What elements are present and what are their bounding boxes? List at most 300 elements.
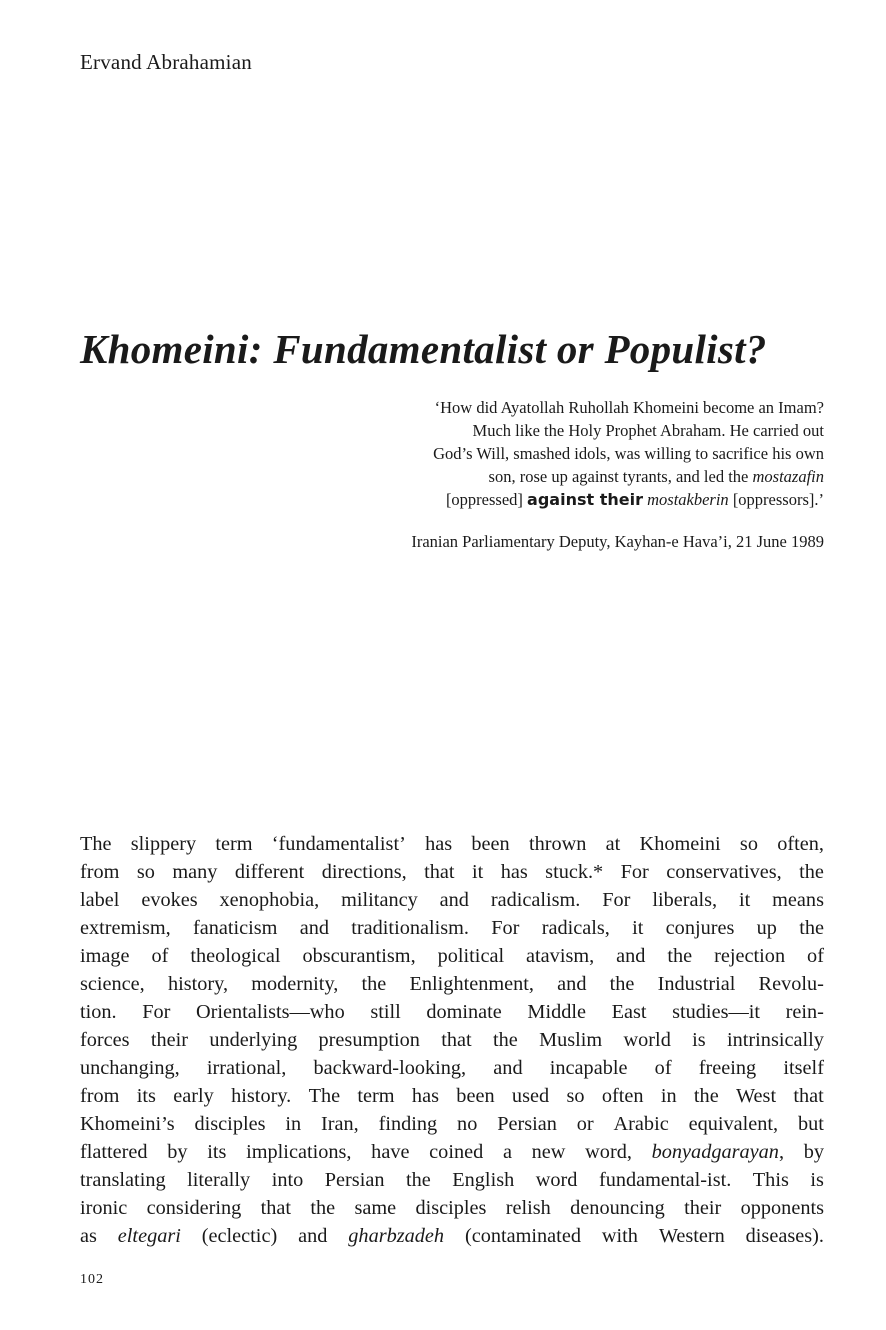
word: [410, 970, 534, 998]
word: [739, 886, 750, 914]
text-run: Persian: [324, 1169, 385, 1191]
text-run: diseases).: [745, 1225, 824, 1247]
text-run: xenophobia,: [219, 889, 320, 911]
text-run: been: [456, 1085, 495, 1107]
word: [497, 1110, 557, 1138]
word: [536, 1166, 578, 1194]
text-run: son, rose up against tyrants, and led the: [488, 467, 753, 486]
word: [714, 942, 785, 970]
text-run: its: [136, 1085, 156, 1107]
text-run: with: [601, 1225, 638, 1247]
text-run: conservatives,: [666, 861, 782, 883]
word: [557, 970, 586, 998]
word: [172, 858, 217, 886]
text-run: Western: [658, 1225, 725, 1247]
body-line: [80, 914, 824, 942]
word: [577, 1110, 594, 1138]
word: [539, 1026, 602, 1054]
word: [251, 970, 338, 998]
word: [799, 914, 824, 942]
text-run: term: [215, 833, 253, 855]
word: [602, 886, 630, 914]
word: [220, 886, 320, 914]
word: [246, 1138, 351, 1166]
body-line: [80, 970, 824, 998]
running-header-author: Ervand Abrahamian: [80, 50, 252, 74]
word: [672, 998, 760, 1026]
italic-term: gharbzadeh: [348, 1225, 445, 1247]
word: [566, 1082, 584, 1110]
word: [357, 1082, 394, 1110]
text-run: often,: [777, 833, 824, 855]
text-run: word,: [585, 1141, 632, 1163]
word: [616, 942, 645, 970]
text-run: have: [371, 1141, 410, 1163]
text-run: Iran,: [321, 1113, 359, 1135]
word: [542, 914, 610, 942]
text-run: coined: [429, 1141, 484, 1163]
text-run: label: [80, 889, 120, 911]
word: [231, 1082, 291, 1110]
word: [80, 886, 119, 914]
word: [209, 1026, 297, 1054]
text-run: unchanging,: [80, 1057, 180, 1079]
word: [610, 970, 635, 998]
word: [585, 1138, 632, 1166]
text-run: studies—it: [672, 1001, 761, 1023]
text-run: in: [285, 1113, 302, 1135]
text-run: and: [439, 889, 469, 911]
text-run: used: [511, 1085, 550, 1107]
word: [684, 1194, 721, 1222]
word: [215, 830, 252, 858]
text-run: many: [172, 861, 218, 883]
word: [152, 942, 169, 970]
text-run: atavism,: [526, 945, 595, 967]
text-run: intrinsically: [727, 1029, 824, 1051]
text-run: it: [738, 889, 751, 911]
body-line: [80, 1194, 824, 1222]
word: [753, 1166, 789, 1194]
text-run: and: [298, 1225, 328, 1247]
text-run: by: [167, 1141, 188, 1163]
word: [440, 886, 469, 914]
text-run: radicalism.: [490, 889, 581, 911]
text-run: Persian: [497, 1113, 557, 1135]
word: [147, 1194, 242, 1222]
word: [692, 1026, 706, 1054]
word: [309, 1082, 341, 1110]
text-run: of: [654, 1057, 672, 1079]
word: [80, 942, 130, 970]
word: [137, 858, 155, 886]
text-run: conjures: [665, 917, 735, 939]
text-run: and: [493, 1057, 523, 1079]
word: [167, 1138, 187, 1166]
word: [370, 998, 400, 1026]
epigraph-line: [304, 488, 824, 511]
text-run: that: [260, 1197, 292, 1219]
text-run: theological: [190, 945, 281, 967]
word: [740, 830, 758, 858]
text-run: evokes: [141, 889, 198, 911]
word: [614, 1110, 669, 1138]
text-run: and: [557, 973, 587, 995]
text-run: so: [136, 861, 155, 883]
word: [746, 1222, 824, 1250]
text-run: translating: [80, 1169, 166, 1191]
text-run: same: [354, 1197, 397, 1219]
text-run: For: [602, 889, 631, 911]
epigraph-line: [304, 442, 824, 465]
word: [666, 858, 781, 886]
word: [777, 830, 824, 858]
text-run: in: [660, 1085, 677, 1107]
text-run: so: [739, 833, 758, 855]
word: [321, 1110, 359, 1138]
text-run: its: [207, 1141, 227, 1163]
word: [379, 1110, 438, 1138]
text-run: militancy: [341, 889, 418, 911]
text-run: obscurantism,: [302, 945, 416, 967]
word: [302, 942, 415, 970]
text-run: but: [797, 1113, 824, 1135]
text-run: up: [756, 917, 777, 939]
word: [412, 1082, 439, 1110]
word: [137, 1082, 156, 1110]
text-run: as: [80, 1225, 97, 1247]
text-run: that: [793, 1085, 824, 1107]
body-line: [80, 1082, 824, 1110]
body-line: [80, 1054, 824, 1082]
text-run: English: [452, 1169, 515, 1191]
text-run: incapable: [549, 1057, 628, 1079]
word: [80, 1110, 175, 1138]
word: [612, 998, 647, 1026]
italic-term: mostakberin: [647, 490, 729, 509]
word: [80, 1138, 148, 1166]
word: [310, 1194, 335, 1222]
text-run: For: [142, 1001, 171, 1023]
text-run: Orientalists—who: [196, 1001, 345, 1023]
word: [602, 1082, 644, 1110]
text-run: underlying: [209, 1029, 298, 1051]
text-run: Revolu-: [758, 973, 824, 995]
word: [415, 1194, 486, 1222]
text-run: political: [437, 945, 505, 967]
text-run: the: [799, 917, 824, 939]
body-line: [80, 942, 824, 970]
word: [325, 1166, 385, 1194]
text-run: [oppressed]: [445, 490, 528, 509]
text-run: stuck.*: [545, 861, 604, 883]
word: [804, 1138, 824, 1166]
text-run: and: [299, 917, 329, 939]
word: [452, 1166, 514, 1194]
text-run: has: [425, 833, 453, 855]
word: [810, 1166, 824, 1194]
word: [285, 1110, 301, 1138]
word: [348, 1222, 444, 1250]
body-line: [80, 1166, 824, 1194]
word: [493, 1026, 518, 1054]
word: [80, 998, 117, 1026]
text-run: traditionalism.: [351, 917, 469, 939]
italic-term: eltegari: [117, 1225, 181, 1247]
text-run: been: [471, 833, 510, 855]
word: [667, 942, 692, 970]
word: [699, 1054, 756, 1082]
text-run: dominate: [426, 1001, 502, 1023]
word: [313, 1054, 466, 1082]
word: [195, 1110, 266, 1138]
word: [606, 830, 621, 858]
text-run: is: [692, 1029, 706, 1051]
word: [506, 1194, 551, 1222]
text-run: (contaminated: [464, 1225, 581, 1247]
text-run: Enlightenment,: [409, 973, 534, 995]
word: [786, 998, 824, 1026]
text-run: disciples: [194, 1113, 266, 1135]
word: [472, 858, 483, 886]
text-run: word: [535, 1169, 578, 1191]
word: [354, 1194, 396, 1222]
text-run: often: [601, 1085, 644, 1107]
text-run: that: [424, 861, 455, 883]
word: [655, 1054, 672, 1082]
text-run: world: [623, 1029, 671, 1051]
word: [659, 1222, 725, 1250]
text-run: Middle: [527, 1001, 587, 1023]
word: [80, 1026, 130, 1054]
word: [80, 830, 112, 858]
text-run: that: [441, 1029, 472, 1051]
body-line: [80, 1026, 824, 1054]
text-run: history,: [167, 973, 229, 995]
text-run: The: [80, 833, 112, 855]
word: [80, 1082, 119, 1110]
text-run: Arabic: [613, 1113, 669, 1135]
text-run: new: [531, 1141, 566, 1163]
word: [371, 1138, 409, 1166]
text-run: their: [684, 1197, 722, 1219]
word: [465, 1222, 581, 1250]
text-run: the: [361, 973, 387, 995]
text-run: from: [80, 1085, 120, 1107]
text-run: East: [611, 1001, 647, 1023]
word: [491, 914, 519, 942]
text-run: liberals,: [652, 889, 718, 911]
text-run: history.: [231, 1085, 292, 1107]
word: [168, 970, 228, 998]
word: [658, 970, 736, 998]
word: [80, 1054, 180, 1082]
text-run: implications,: [246, 1141, 352, 1163]
word: [512, 1082, 549, 1110]
text-run: rein-: [785, 1001, 824, 1023]
text-run: at: [605, 833, 621, 855]
word: [793, 1082, 823, 1110]
body-line: [80, 830, 824, 858]
text-run: relish: [505, 1197, 551, 1219]
word: [193, 914, 277, 942]
text-run: Khomeini: [639, 833, 721, 855]
text-run: freeing: [698, 1057, 757, 1079]
text-run: radicals,: [541, 917, 610, 939]
word: [491, 886, 581, 914]
word: [173, 1082, 214, 1110]
text-run: the: [799, 861, 824, 883]
text-run: The: [308, 1085, 341, 1107]
text-run: a: [502, 1141, 512, 1163]
word: [118, 1222, 181, 1250]
text-run: Khomeini’s: [80, 1113, 175, 1135]
text-run: disciples: [415, 1197, 487, 1219]
word: [457, 1110, 477, 1138]
text-run: tion.: [80, 1001, 117, 1023]
text-run: the: [310, 1197, 336, 1219]
word: [261, 1194, 291, 1222]
text-run: has: [500, 861, 528, 883]
word: [187, 1166, 250, 1194]
page-number: 102: [80, 1272, 104, 1287]
word: [131, 830, 196, 858]
word: [694, 1082, 719, 1110]
text-run: has: [411, 1085, 439, 1107]
text-run: For: [620, 861, 649, 883]
word: [599, 1166, 731, 1194]
word: [652, 1138, 784, 1166]
text-run: from: [80, 861, 120, 883]
word: [503, 1138, 512, 1166]
word: [621, 858, 649, 886]
text-run: modernity,: [251, 973, 339, 995]
text-run: the: [405, 1169, 431, 1191]
word: [632, 914, 643, 942]
text-run: flattered: [80, 1141, 148, 1163]
text-run: forces: [80, 1029, 130, 1051]
word: [529, 830, 586, 858]
word: [272, 1166, 304, 1194]
word: [666, 914, 735, 942]
word: [545, 858, 603, 886]
text-run: fanaticism: [192, 917, 278, 939]
word: [501, 858, 528, 886]
word: [471, 830, 509, 858]
word: [570, 1194, 665, 1222]
word: [142, 998, 170, 1026]
word: [652, 886, 717, 914]
text-run: rejection: [714, 945, 786, 967]
epigraph-line: [304, 465, 824, 488]
epigraph-line: [304, 396, 824, 419]
word: [799, 858, 824, 886]
text-run: is: [810, 1169, 824, 1191]
word: [80, 858, 119, 886]
text-run: their: [150, 1029, 189, 1051]
word: [235, 858, 304, 886]
word: [151, 1026, 188, 1054]
text-run: and: [616, 945, 646, 967]
word: [741, 1194, 824, 1222]
word: [736, 1082, 776, 1110]
text-run: fundamental-ist.: [598, 1169, 732, 1191]
text-run: directions,: [321, 861, 407, 883]
word: [424, 858, 454, 886]
italic-term: bonyadgarayan: [651, 1141, 779, 1163]
text-run: ,: [778, 1141, 785, 1163]
word: [196, 998, 345, 1026]
word: [80, 1222, 97, 1250]
word: [772, 886, 824, 914]
text-run: by: [803, 1141, 824, 1163]
text-run: means: [772, 889, 824, 911]
italic-term: mostazafin: [752, 467, 824, 486]
word: [807, 942, 824, 970]
body-line: [80, 998, 824, 1026]
text-run: into: [271, 1169, 304, 1191]
text-run: Muslim: [539, 1029, 603, 1051]
emphasis-run: against their: [527, 490, 643, 509]
text-run: For: [491, 917, 520, 939]
text-run: ‘How did Ayatollah Ruhollah Khomeini become an Imam?: [434, 398, 824, 417]
word: [438, 942, 504, 970]
epigraph-quote: [304, 396, 824, 511]
word: [80, 970, 145, 998]
word: [798, 1110, 824, 1138]
text-run: This: [752, 1169, 789, 1191]
word: [689, 1110, 779, 1138]
word: [202, 1222, 277, 1250]
text-run: backward-looking,: [313, 1057, 467, 1079]
word: [441, 1026, 471, 1054]
text-run: extremism,: [80, 917, 171, 939]
body-line: [80, 1110, 824, 1138]
word: [532, 1138, 566, 1166]
text-run: finding: [378, 1113, 438, 1135]
word: [550, 1054, 628, 1082]
text-run: the: [693, 1085, 719, 1107]
word: [493, 1054, 522, 1082]
word: [757, 914, 777, 942]
text-run: ‘fundamentalist’: [271, 833, 406, 855]
word: [351, 914, 469, 942]
word: [602, 1222, 638, 1250]
text-run: so: [566, 1085, 585, 1107]
text-run: West: [736, 1085, 777, 1107]
body-line: [80, 886, 824, 914]
word: [456, 1082, 494, 1110]
text-run: Much like the Holy Prophet Abraham. He carried out: [472, 421, 824, 440]
text-run: considering: [146, 1197, 242, 1219]
word: [527, 998, 586, 1026]
text-run: God’s Will, smashed idols, was willing to sacrifice his own: [433, 444, 824, 463]
body-line: [80, 1222, 824, 1250]
text-run: different: [234, 861, 305, 883]
word: [406, 1166, 431, 1194]
text-run: denouncing: [570, 1197, 665, 1219]
word: [80, 1166, 166, 1194]
text-run: the: [667, 945, 693, 967]
text-run: still: [370, 1001, 401, 1023]
chapter-title: Khomeini: Fundamentalist or Populist?: [80, 326, 767, 372]
word: [319, 1026, 420, 1054]
text-run: term: [357, 1085, 395, 1107]
word: [624, 1026, 671, 1054]
word: [783, 1054, 824, 1082]
text-run: the: [492, 1029, 518, 1051]
text-run: no: [457, 1113, 478, 1135]
